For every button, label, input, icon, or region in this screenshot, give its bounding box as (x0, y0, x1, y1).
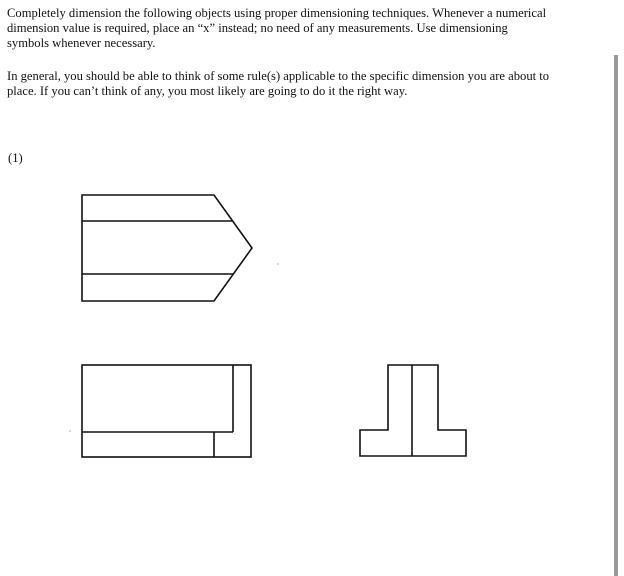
side-view-outline (360, 365, 466, 456)
scan-specks (69, 263, 279, 432)
top-view (82, 195, 252, 301)
problem-number-label: (1) (8, 151, 23, 165)
front-view (82, 365, 251, 457)
front-view-outline (82, 365, 251, 457)
side-view (360, 365, 466, 456)
general-note-paragraph: In general, you should be able to think of some rule(s) applicable to the specific dimension you are about to place. If you can’t think of any, you most likely are going to do it the right way. (7, 69, 550, 98)
instructions-paragraph: Completely dimension the following objects using proper dimensioning techniques. Whenever a numerical dimension value is required, place an “x” instead; no need of any measurements. Use dimensioning symbols whenever necessary. (7, 6, 547, 50)
top-view-outline (82, 195, 252, 301)
vertical-scrollbar[interactable] (614, 55, 618, 576)
